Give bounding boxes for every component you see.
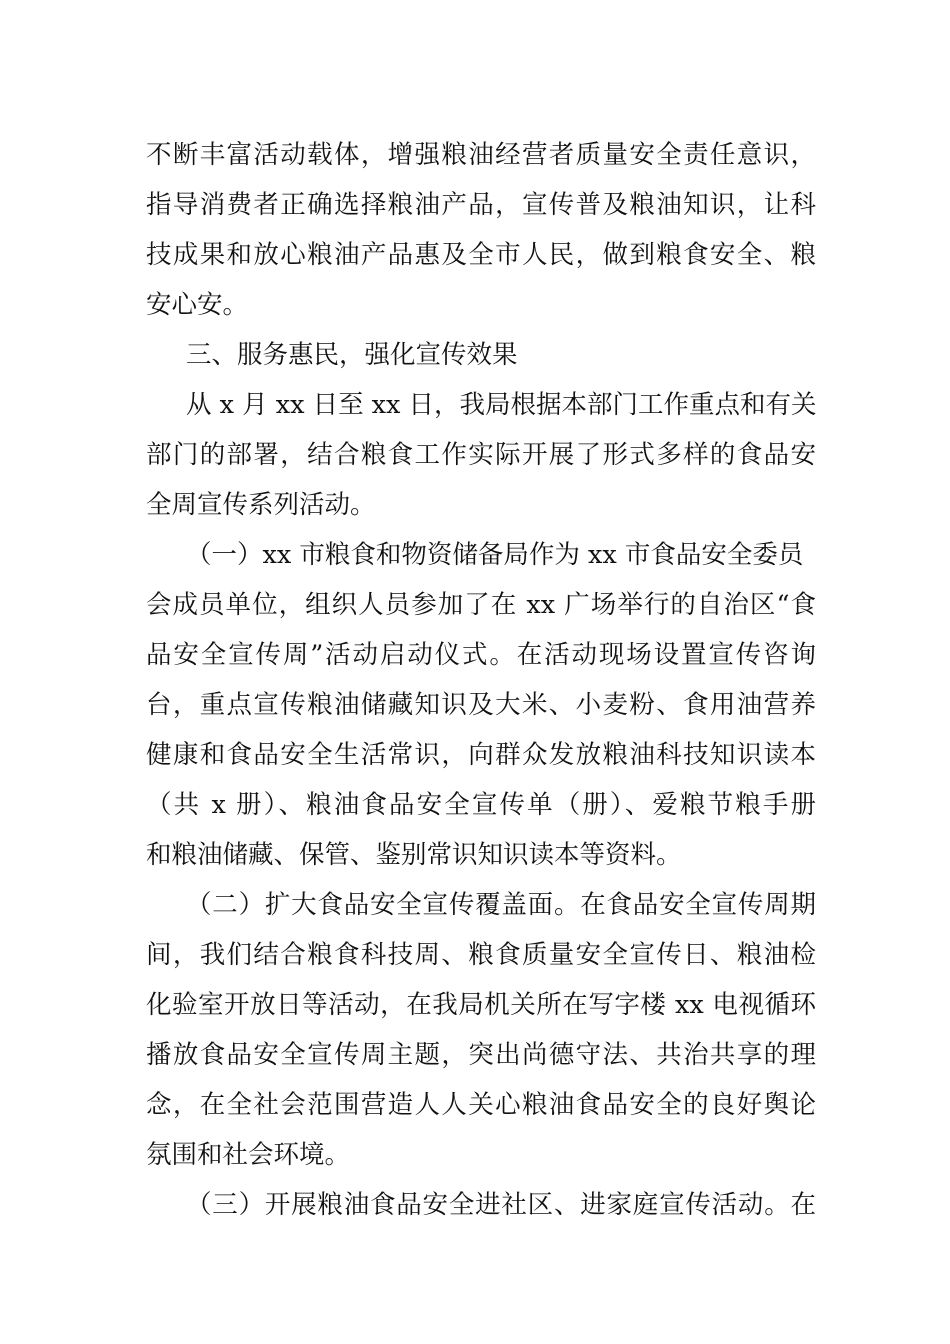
paragraph-line: 化验室开放日等活动，在我局机关所在写字楼 xx 电视循环 (146, 990, 816, 1020)
section-heading: 三、服务惠民，强化宣传效果 (186, 340, 518, 370)
paragraph-line: （三）开展粮油食品安全进社区、进家庭宣传活动。在 (186, 1190, 816, 1220)
paragraph-line: （一）xx 市粮食和物资储备局作为 xx 市食品安全委员 (186, 540, 804, 570)
paragraph-line: （共 x 册）、粮油食品安全宣传单（册）、爱粮节粮手册 (146, 790, 816, 820)
paragraph-line: 会成员单位，组织人员参加了在 xx 广场举行的自治区“食 (146, 590, 816, 620)
paragraph-line: 念，在全社会范围营造人人关心粮油食品安全的良好舆论 (146, 1090, 816, 1120)
paragraph-line: 氛围和社会环境。 (146, 1140, 351, 1170)
paragraph-line: 健康和食品安全生活常识，向群众发放粮油科技知识读本 (146, 740, 816, 770)
paragraph-line: 安心安。 (146, 290, 249, 320)
paragraph-line: 播放食品安全宣传周主题，突出尚德守法、共治共享的理 (146, 1040, 816, 1070)
paragraph-line: 部门的部署，结合粮食工作实际开展了形式多样的食品安 (146, 440, 816, 470)
paragraph-line: 指导消费者正确选择粮油产品，宣传普及粮油知识，让科 (146, 190, 816, 220)
paragraph-line: （二）扩大食品安全宣传覆盖面。在食品安全宣传周期 (186, 890, 816, 920)
paragraph-line: 品安全宣传周”活动启动仪式。在活动现场设置宣传咨询 (146, 640, 816, 670)
paragraph-line: 全周宣传系列活动。 (146, 490, 376, 520)
paragraph-line: 间，我们结合粮食科技周、粮食质量安全宣传日、粮油检 (146, 940, 816, 970)
paragraph-line: 从 x 月 xx 日至 xx 日，我局根据本部门工作重点和有关 (186, 390, 817, 420)
paragraph-line: 和粮油储藏、保管、鉴别常识知识读本等资料。 (146, 840, 682, 870)
paragraph-line: 台，重点宣传粮油储藏知识及大米、小麦粉、食用油营养 (146, 690, 816, 720)
paragraph-line: 不断丰富活动载体，增强粮油经营者质量安全责任意识， (146, 140, 816, 170)
paragraph-line: 技成果和放心粮油产品惠及全市人民，做到粮食安全、粮 (146, 240, 816, 270)
